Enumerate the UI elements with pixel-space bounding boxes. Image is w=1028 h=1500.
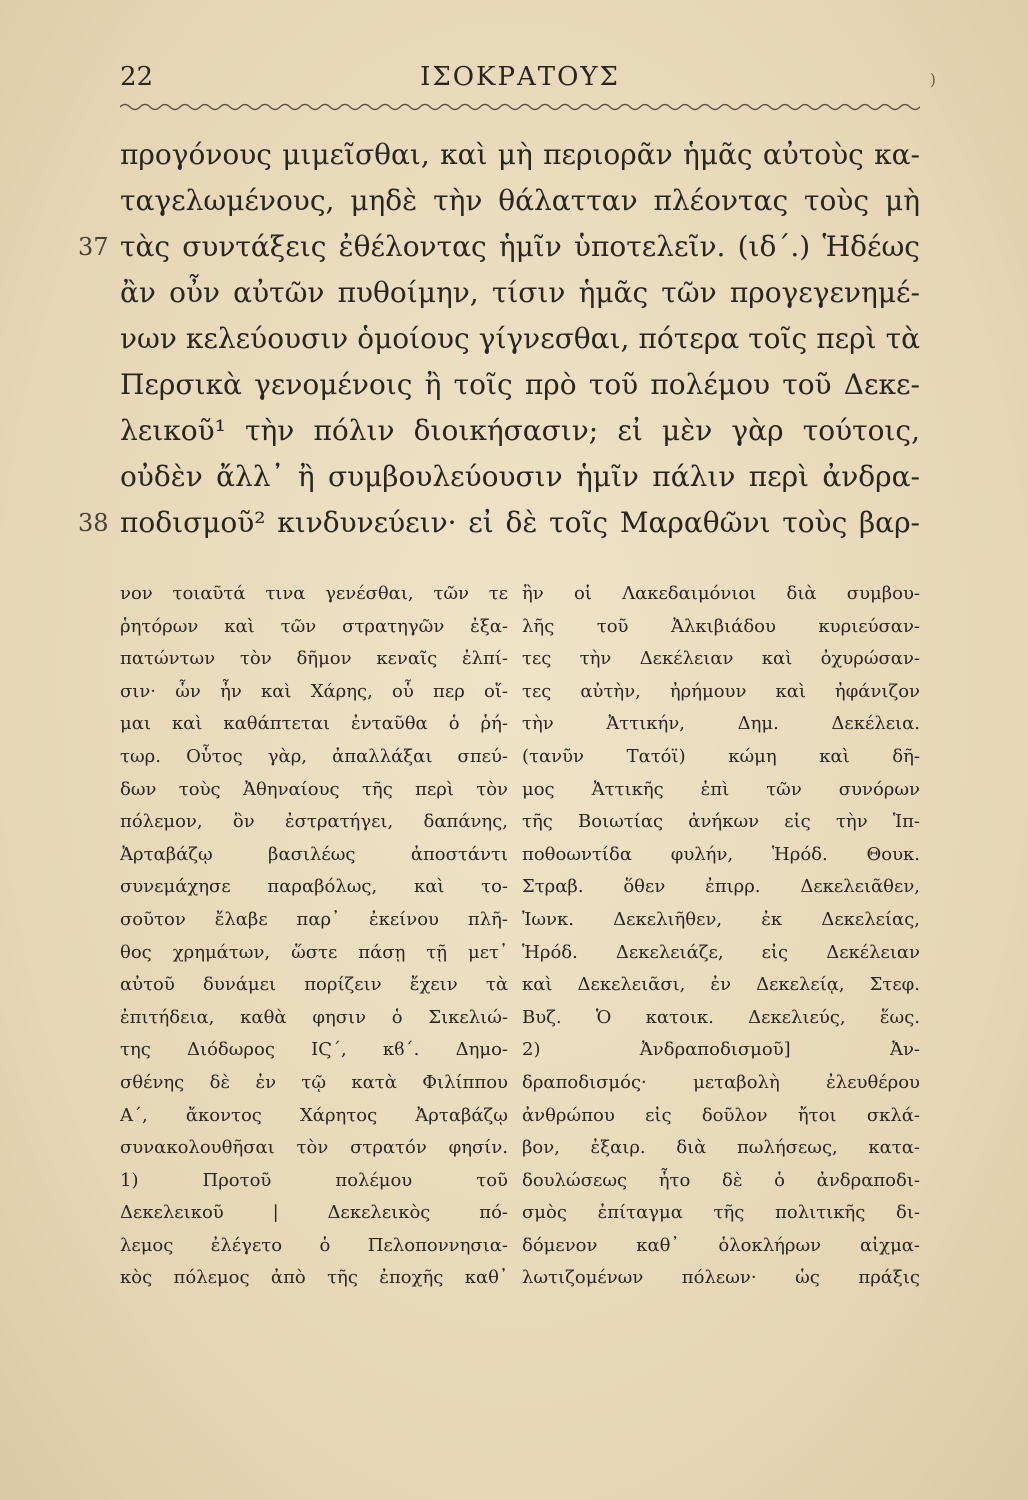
note-line: ῥητόρων καὶ τῶν στρατηγῶν ἐξα-: [120, 615, 508, 637]
note-line: δόμενον καθ᾽ ὁλοκλήρων αἰχμα-: [522, 1234, 920, 1256]
note-line: τωρ. Οὗτος γὰρ, ἀπαλλάξαι σπεύ-: [120, 745, 508, 767]
note-line: Βυζ. Ὁ κατοικ. Δεκελιεύς, ἕως.: [522, 1006, 920, 1028]
main-line: λεικοῦ¹ τὴν πόλιν διοικήσασιν; εἰ μὲν γὰρ τούτοις,: [120, 414, 920, 447]
page-header: [120, 62, 920, 102]
note-line: της Διόδωρος ΙϚ΄, κϐ΄. Δημο-: [120, 1039, 508, 1061]
note-line: νον τοιαῦτά τινα γενέσθαι, τῶν τε: [120, 583, 508, 604]
note-line: λῆς τοῦ Ἀλκιβιάδου κυριεύσαν-: [522, 615, 920, 637]
note-line: ποθοωντίδα φυλήν, Ἡρόδ. Θουκ.: [522, 843, 920, 865]
note-line: πατώντων τὸν δῆμον κεναῖς ἐλπί-: [120, 648, 508, 670]
main-line: νων κελεύουσιν ὁμοίους γίγνεσθαι, πότερα τοῖς περὶ τὰ: [120, 322, 920, 355]
note-line: 1) Προτοῦ πολέμου τοῦ: [120, 1169, 508, 1191]
note-line: σθένης δὲ ἐν τῷ κατὰ Φιλίππου: [120, 1071, 508, 1093]
main-text: [78, 132, 920, 546]
note-line: Δεκελεικοῦ | Δεκελεικὸς πό-: [120, 1202, 508, 1224]
main-line: προγόνους μιμεῖσθαι, καὶ μὴ περιορᾶν ἡμᾶς αὐτοὺς κα-: [120, 138, 920, 171]
note-line: ἀνθρώπου εἰς δοῦλον ἤτοι σκλά-: [522, 1104, 920, 1126]
note-line: σιν· ὧν ἦν καὶ Χάρης, οὗ περ οἴ-: [120, 680, 508, 702]
footnotes-right-column: [522, 578, 920, 1295]
note-line: 2) Ἀνδραποδισμοῦ] Ἀν-: [522, 1039, 920, 1061]
main-line: ἂν οὖν αὐτῶν πυθοίμην, τίσιν ἡμᾶς τῶν προγεγενημέ-: [120, 276, 920, 309]
main-line-text: τὰς συντάξεις ἐθέλοντας ἡμῖν ὑποτελεῖν. (ιδ΄.) Ἡδέως: [120, 230, 920, 263]
note-line: ἣν οἱ Λακεδαιμόνιοι διὰ συμβου-: [522, 583, 920, 604]
section-number-37: 37: [78, 233, 109, 261]
margin-mark: ): [929, 70, 936, 89]
note-line: συνεμάχησε παραβόλως, καὶ το-: [120, 876, 508, 898]
note-line: λωτιζομένων πόλεων· ὡς πράξις: [522, 1267, 920, 1289]
running-head: ΙΣΟΚΡΑΤΟΥΣ: [420, 62, 620, 92]
note-line: θος χρημάτων, ὥστε πάσῃ τῇ μετ᾽: [120, 941, 508, 963]
note-line: τῆς Βοιωτίας ἀνήκων εἰς τὴν Ἱπ-: [522, 811, 920, 833]
note-line: Ἰωνκ. Δεκελιῆθεν, ἐκ Δεκελείας,: [522, 908, 920, 930]
page-number: 22: [120, 62, 154, 92]
note-line: δραποδισμός· μεταβολὴ ἐλευθέρου: [522, 1071, 920, 1093]
note-line: κὸς πόλεμος ἀπὸ τῆς ἐποχῆς καθ᾽: [120, 1267, 508, 1289]
note-line: λεμος ἐλέγετο ὁ Πελοποννησια-: [120, 1234, 508, 1256]
note-line: βον, ἐξαιρ. διὰ πωλήσεως, κατα-: [522, 1137, 920, 1159]
main-line: ταγελωμένους, μηδὲ τὴν θάλατταν πλέοντας τοὺς μὴ: [120, 184, 920, 217]
note-line: πόλεμον, ὃν ἐστρατήγει, δαπάνης,: [120, 811, 508, 833]
note-line: ἐπιτήδεια, καθὰ φησιν ὁ Σικελιώ-: [120, 1006, 508, 1028]
note-line: σμὸς ἐπίταγμα τῆς πολιτικῆς δι-: [522, 1202, 920, 1224]
note-line: Ἡρόδ. Δεκελειάζε, εἰς Δεκέλειαν: [522, 941, 920, 963]
note-line: αὐτοῦ δυνάμει πορίζειν ἔχειν τὰ: [120, 974, 508, 996]
main-line: οὐδὲν ἄλλ᾽ ἢ συμβουλεύουσιν ἡμῖν πάλιν περὶ ἀνδρα-: [120, 460, 920, 493]
wavy-rule: [120, 100, 920, 114]
footnotes-left-column: [120, 578, 508, 1295]
note-line: δουλώσεως ἦτο δὲ ὁ ἀνδραποδι-: [522, 1169, 920, 1191]
wavy-rule-line: [120, 105, 920, 110]
note-line: τες αὐτὴν, ἠρήμουν καὶ ἠφάνιζον: [522, 680, 920, 702]
note-line: τες τὴν Δεκέλειαν καὶ ὀχυρώσαν-: [522, 648, 920, 670]
note-line: δων τοὺς Ἀθηναίους τῆς περὶ τὸν: [120, 778, 508, 800]
note-line: Στραβ. ὅθεν ἐπιρρ. Δεκελειᾶθεν,: [522, 876, 920, 898]
note-line: καὶ Δεκελειᾶσι, ἐν Δεκελείᾳ, Στεφ.: [522, 974, 920, 996]
note-line: συνακολουθῆσαι τὸν στρατόν φησίν.: [120, 1137, 508, 1159]
main-line: [78, 500, 920, 546]
main-line: Περσικὰ γενομένοις ἢ τοῖς πρὸ τοῦ πολέμου τοῦ Δεκε-: [120, 368, 920, 401]
note-line: τὴν Ἀττικήν, Δημ. Δεκέλεια.: [522, 713, 920, 735]
note-line: (τανῦν Τατόϊ) κώμη καὶ δῆ-: [522, 745, 920, 767]
main-line-text: ποδισμοῦ² κινδυνεύειν· εἰ δὲ τοῖς Μαραθῶνι τοὺς βαρ-: [120, 506, 920, 539]
note-line: Α΄, ἄκοντος Χάρητος Ἀρταβάζῳ: [120, 1104, 508, 1126]
note-line: Ἀρταβάζῳ βασιλέως ἀποστάντι: [120, 843, 508, 865]
section-number-38: 38: [78, 509, 109, 537]
main-line: [78, 224, 920, 270]
note-line: μος Ἀττικῆς ἐπὶ τῶν συνόρων: [522, 778, 920, 800]
note-line: μαι καὶ καθάπτεται ἐνταῦθα ὁ ῥή-: [120, 713, 508, 735]
note-line: σοῦτον ἔλαβε παρ᾽ ἐκείνου πλῆ-: [120, 908, 508, 930]
